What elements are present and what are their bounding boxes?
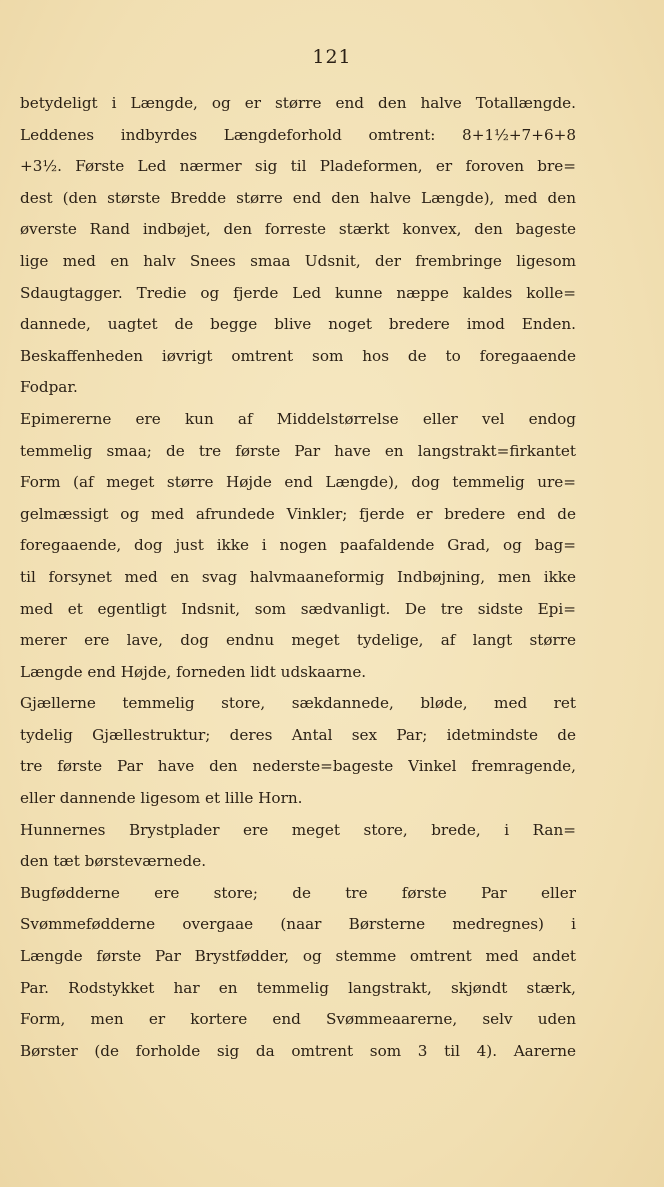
- page-number: 121: [312, 46, 352, 68]
- text-line: Beskaffenheden iøvrigt omtrent som hos de to foregaaende: [20, 346, 576, 365]
- text-line: Længde første Par Brystfødder, og stemme omtrent med andet: [20, 947, 576, 966]
- text-line: Sdaugtagger. Tredie og fjerde Led kunne næppe kaldes kolle=: [20, 283, 576, 302]
- body-text: [20, 88, 576, 1067]
- text-line: temmelig smaa; de tre første Par have en langstrakt=firkantet: [20, 441, 576, 460]
- text-line: Svømmefødderne overgaae (naar Børsterne medregnes) i: [20, 915, 576, 934]
- text-line: øverste Rand indbøjet, den forreste stærkt konvex, den bageste: [20, 220, 576, 239]
- text-line: med et egentligt Indsnit, som sædvanligt. De tre sidste Epi=: [20, 599, 576, 618]
- text-line: Længde end Højde, forneden lidt udskaarne.: [20, 662, 367, 681]
- text-line: gelmæssigt og med afrundede Vinkler; fjerde er bredere end de: [20, 504, 576, 523]
- text-line: Gjællerne temmelig store, sækdannede, bløde, med ret: [20, 694, 576, 713]
- text-line: lige med en halv Snees smaa Udsnit, der frembringe ligesom: [20, 251, 576, 270]
- text-line: den tæt børsteværnede.: [20, 852, 207, 871]
- text-line: Form (af meget større Højde end Længde), dog temmelig ure=: [20, 473, 576, 492]
- text-line: Hunnernes Brystplader ere meget store, brede, i Ran=: [20, 820, 576, 839]
- text-line: +3½. Første Led nærmer sig til Pladeformen, er foroven bre=: [20, 157, 576, 176]
- text-line: tydelig Gjællestruktur; deres Antal sex Par; idetmindste de: [20, 725, 576, 744]
- text-line: Leddenes indbyrdes Længdeforhold omtrent: 8+1½+7+6+8: [20, 125, 576, 144]
- text-line: tre første Par have den nederste=bageste Vinkel fremragende,: [20, 757, 576, 776]
- text-line: Par. Rodstykket har en temmelig langstrakt, skjøndt stærk,: [20, 978, 576, 997]
- text-line: dannede, uagtet de begge blive noget bredere imod Enden.: [20, 315, 576, 334]
- text-line: til forsynet med en svag halvmaaneformig Indbøjning, men ikke: [20, 567, 576, 586]
- text-line: foregaaende, dog just ikke i nogen paafaldende Grad, og bag=: [20, 536, 576, 555]
- text-line: betydeligt i Længde, og er større end den halve Totallængde.: [20, 94, 576, 112]
- text-line: Form, men er kortere end Svømmeaarerne, selv uden: [20, 1010, 576, 1029]
- text-line: Epimererne ere kun af Middelstørrelse eller vel endog: [20, 409, 576, 428]
- text-line: Fodpar.: [20, 378, 78, 397]
- text-line: merer ere lave, dog endnu meget tydelige, af langt større: [20, 631, 576, 650]
- text-line: dest (den største Bredde større end den halve Længde), med den: [20, 188, 576, 207]
- text-line: Bugfødderne ere store; de tre første Par eller: [20, 883, 576, 902]
- text-line: eller dannende ligesom et lille Horn.: [20, 789, 303, 808]
- text-line: Børster (de forholde sig da omtrent som 3 til 4). Aarerne: [20, 1041, 576, 1060]
